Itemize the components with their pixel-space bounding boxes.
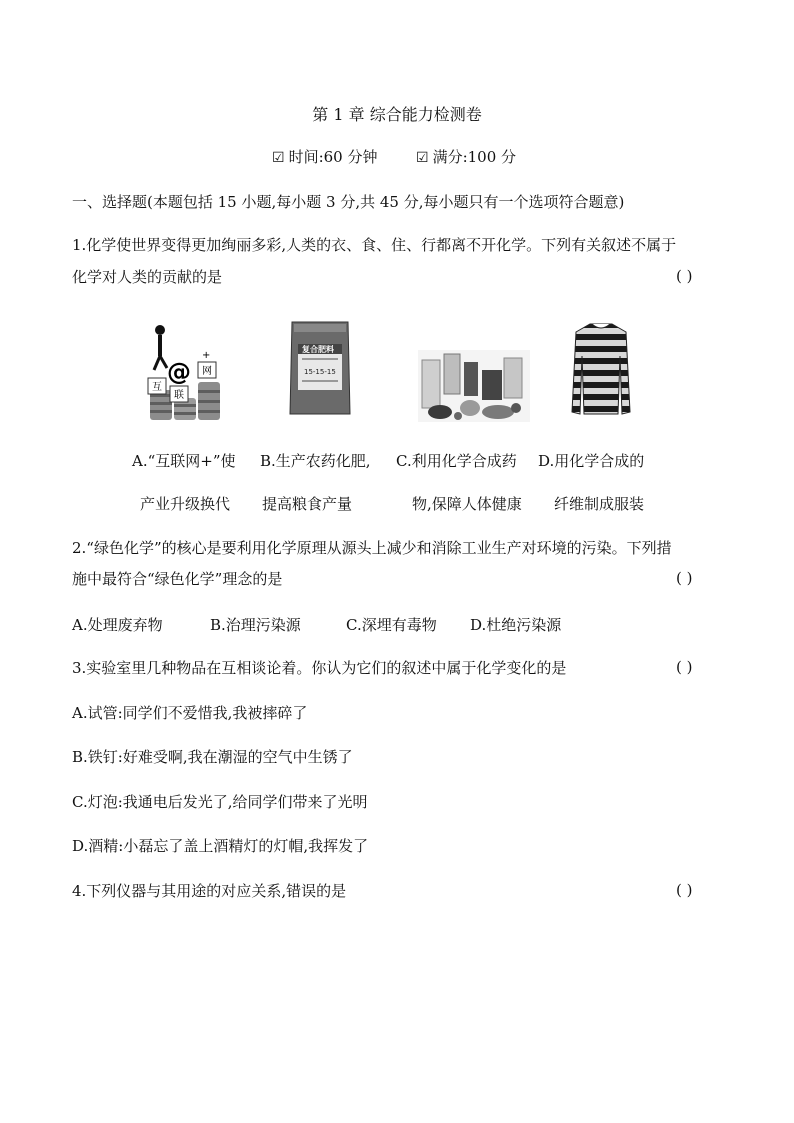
checkbox-icon: ☑ xyxy=(272,150,285,166)
q2-option-c: C.深埋有毒物 xyxy=(346,616,437,634)
medicine-image xyxy=(418,350,530,422)
score-label: 满分:100 分 xyxy=(432,148,517,166)
q3-option-a: A.试管:同学们不爱惜我,我被摔碎了 xyxy=(72,704,308,722)
q3-option-c: C.灯泡:我通电后发光了,给同学们带来了光明 xyxy=(72,793,368,811)
q1-option-c-line2: 物,保障人体健康 xyxy=(412,495,522,513)
q3-option-d: D.酒精:小磊忘了盖上酒精灯的灯帽,我挥发了 xyxy=(72,837,369,855)
tile-wang: 网 xyxy=(202,366,212,377)
fertilizer-bag-image xyxy=(288,318,352,416)
score-info xyxy=(416,146,516,167)
q1-option-d-line2: 纤维制成服装 xyxy=(554,495,645,513)
q1-answer-bracket: ( ) xyxy=(676,267,693,285)
bag-title: 复合肥料 xyxy=(302,345,334,354)
q2-option-d: D.杜绝污染源 xyxy=(470,616,562,634)
tile-at: @ xyxy=(167,358,191,386)
tile-lian: 联 xyxy=(174,390,184,401)
q4-answer-bracket: ( ) xyxy=(676,881,693,899)
checkbox-icon: ☑ xyxy=(416,150,429,166)
q3-option-b: B.铁钉:好难受啊,我在潮湿的空气中生锈了 xyxy=(72,748,353,766)
q2-stem-line1: 2.“绿色化学”的核心是要利用化学原理从源头上减少和消除工业生产对环境的污染。下列措 xyxy=(72,539,672,557)
q1-stem-line1: 1.化学使世界变得更加绚丽多彩,人类的衣、食、住、行都离不开化学。下列有关叙述不属于 xyxy=(72,236,677,254)
q2-stem-line2: 施中最符合“绿色化学”理念的是 xyxy=(72,570,283,588)
q1-option-d-line1: D.用化学合成的 xyxy=(538,452,645,470)
sweater-image xyxy=(570,322,632,418)
q3-answer-bracket: ( ) xyxy=(676,658,693,676)
q1-option-a-line2: 产业升级换代 xyxy=(140,495,231,513)
bag-ratio: 15-15-15 xyxy=(304,368,336,376)
q4-stem: 4.下列仪器与其用途的对应关系,错误的是 xyxy=(72,882,347,900)
q3-stem: 3.实验室里几种物品在互相谈论着。你认为它们的叙述中属于化学变化的是 xyxy=(72,659,567,677)
q1-option-b-line2: 提高粮食产量 xyxy=(262,495,353,513)
page-title: 第 1 章 综合能力检测卷 xyxy=(312,105,482,124)
section-heading: 一、选择题(本题包括 15 小题,每小题 3 分,共 45 分,每小题只有一个选项符合题意) xyxy=(72,193,625,211)
tile-hu: 互 xyxy=(152,382,162,393)
q2-answer-bracket: ( ) xyxy=(676,569,693,587)
internet-plus-image xyxy=(140,322,224,422)
q1-option-a-line1: A.“互联网+”使 xyxy=(132,452,236,470)
q1-stem-line2: 化学对人类的贡献的是 xyxy=(72,268,223,286)
q2-option-b: B.治理污染源 xyxy=(210,616,301,634)
time-info xyxy=(272,146,377,167)
q1-option-c-line1: C.利用化学合成药 xyxy=(396,452,517,470)
q1-option-b-line1: B.生产农药化肥, xyxy=(260,452,371,470)
tile-plus: + xyxy=(202,350,211,361)
q2-option-a: A.处理废弃物 xyxy=(72,616,163,634)
time-label: 时间:60 分钟 xyxy=(288,148,378,166)
